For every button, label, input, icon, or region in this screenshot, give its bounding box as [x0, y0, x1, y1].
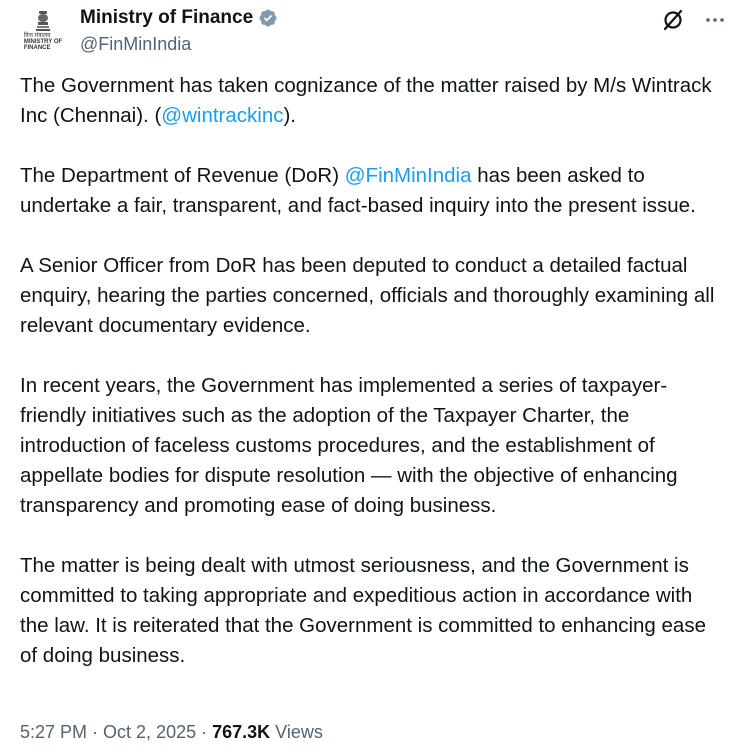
views-count: 767.3K [212, 722, 271, 742]
tweet-body [20, 71, 725, 701]
logo-text-line3: FINANCE [23, 45, 51, 51]
tweet-paragraph-4: In recent years, the Government has implemented a series of taxpayer-friendly initiatives such as the adoption of the Taxpayer Charter, the introduction of faceless customs procedures, and the establishment of appellate bodies for dispute resolution — with the objective of enhancing transparency and promoting ease of doing business. [20, 374, 678, 517]
meta-separator-1: · [87, 722, 104, 742]
emblem-icon [34, 10, 52, 32]
views-label: Views [270, 722, 323, 742]
tweet-meta [20, 722, 323, 743]
logo-text [24, 33, 62, 51]
logo-text-line2: MINISTRY OF [23, 39, 63, 45]
account-names [80, 6, 278, 55]
meta-separator-2: · [196, 722, 213, 742]
avatar[interactable] [18, 10, 68, 56]
verified-badge-icon[interactable] [258, 8, 278, 28]
grok-icon[interactable] [661, 8, 685, 32]
logo-text-hindi: वित्त मंत्रालय [23, 33, 51, 39]
mention-wintrackinc[interactable]: @wintrackinc [161, 104, 284, 127]
p1-text-start: The Government has taken cognizance of the matter raised by M/s Wintrack Inc (Chennai). ( [20, 74, 712, 127]
p1-text-end: ). [283, 104, 297, 127]
tweet-paragraph-2 [20, 161, 725, 221]
mention-finminindia[interactable]: @FinMinIndia [344, 164, 472, 187]
display-name-row [80, 6, 278, 30]
display-name[interactable]: Ministry of Finance [80, 7, 254, 28]
tweet-time[interactable]: 5:27 PM [20, 722, 88, 742]
p2-text-start: The Department of Revenue (DoR) [20, 164, 345, 187]
tweet-paragraph-1 [20, 71, 725, 131]
more-dots-icon[interactable] [703, 8, 727, 32]
tweet-paragraph-5: The matter is being dealt with utmost seriousness, and the Government is committed to taking appropriate and expeditious action in accordance with the law. It is reiterated that the Government is committed to enhancing ease of doing business. [20, 554, 706, 667]
tweet-date[interactable]: Oct 2, 2025 [103, 722, 197, 742]
tweet-header [18, 4, 727, 60]
tweet-paragraph-3: A Senior Officer from DoR has been deputed to conduct a detailed factual enquiry, hearing the parties concerned, officials and thoroughly examining all relevant documentary evidence. [20, 254, 715, 337]
account-handle[interactable]: @FinMinIndia [80, 34, 192, 54]
p2-text-end: has been asked to undertake a fair, transparent, and fact-based inquiry into the present issue. [20, 164, 696, 217]
